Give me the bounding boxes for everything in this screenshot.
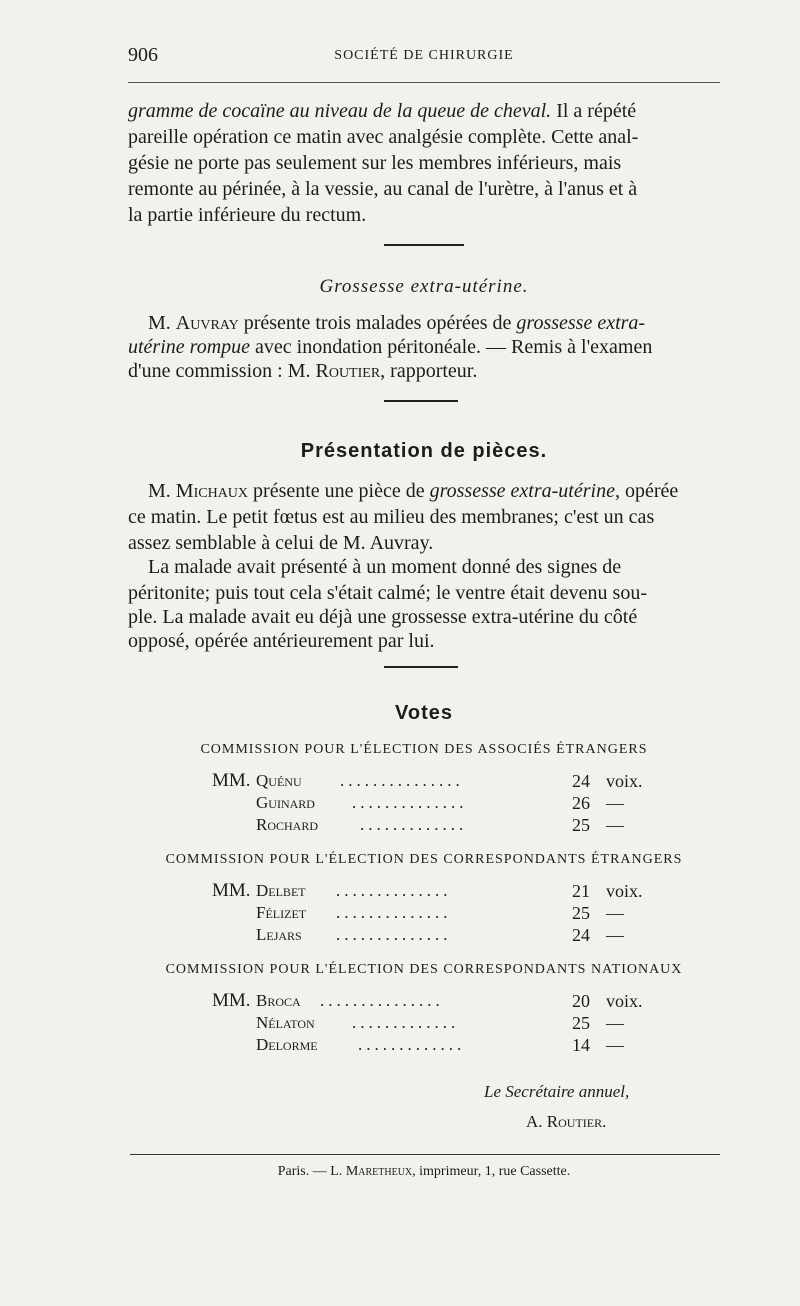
leader-dots: ............. bbox=[358, 1035, 466, 1054]
vote-count: 14 bbox=[572, 1035, 590, 1055]
commission-heading: COMMISSION POUR L'ÉLECTION DES ASSOCIÉS ÉTRANGERS bbox=[200, 742, 648, 757]
vote-count: 25 bbox=[572, 1013, 590, 1033]
mm-label: MM. bbox=[212, 770, 251, 791]
candidate-name: Félizet bbox=[256, 903, 307, 922]
candidate-name: Nélaton bbox=[256, 1013, 315, 1032]
imprint-text: , imprimeur, 1, rue Cassette. bbox=[412, 1164, 571, 1179]
section-title-votes: Votes bbox=[395, 702, 453, 724]
grossesse-text: présente trois malades opérées de bbox=[238, 312, 517, 334]
separator-rule bbox=[384, 400, 458, 402]
vote-count: 25 bbox=[572, 903, 590, 923]
section-title-pieces: Présentation de pièces. bbox=[300, 440, 548, 462]
leader-dots: ............. bbox=[352, 1013, 460, 1032]
vote-count: 25 bbox=[572, 815, 590, 835]
vote-count: 24 bbox=[572, 771, 590, 791]
page-number: 906 bbox=[128, 44, 158, 66]
candidate-name: Delbet bbox=[256, 881, 306, 900]
header-rule bbox=[128, 82, 720, 83]
pieces-p1-line-3: assez semblable à celui de M. Auvray. bbox=[128, 532, 434, 554]
grossesse-italic: utérine rompue bbox=[128, 336, 251, 358]
printer-name: Maretheux bbox=[345, 1164, 413, 1179]
journal-title: SOCIÉTÉ DE CHIRURGIE bbox=[334, 48, 514, 63]
vote-count: 20 bbox=[572, 991, 590, 1011]
signature-role: Le Secrétaire annuel, bbox=[484, 1082, 630, 1101]
grossesse-text: M. bbox=[148, 312, 176, 334]
vote-row bbox=[212, 902, 652, 924]
pieces-p1-line-1 bbox=[128, 478, 720, 504]
vote-unit: — bbox=[606, 1013, 624, 1033]
grossesse-italic: grossesse extra- bbox=[516, 312, 646, 334]
vote-count: 26 bbox=[572, 793, 590, 813]
candidate-name: Delorme bbox=[256, 1035, 318, 1054]
vote-unit: — bbox=[606, 1035, 624, 1055]
vote-row bbox=[212, 1012, 652, 1034]
signature-initial: A. bbox=[526, 1112, 547, 1131]
printer-imprint bbox=[128, 1164, 720, 1180]
signature-name bbox=[526, 1112, 606, 1132]
vote-row bbox=[212, 792, 652, 814]
intro-line-5: la partie inférieure du rectum. bbox=[128, 204, 367, 226]
pieces-italic: grossesse extra-utérine bbox=[429, 480, 615, 502]
candidate-name: Quénu bbox=[256, 771, 302, 790]
vote-row bbox=[212, 880, 652, 902]
leader-dots: .............. bbox=[352, 793, 468, 812]
grossesse-line-1 bbox=[128, 310, 720, 336]
pieces-p2-line-1: La malade avait présenté à un moment donné des signes de bbox=[148, 556, 622, 578]
vote-row bbox=[212, 924, 652, 946]
leader-dots: .............. bbox=[336, 925, 452, 944]
grossesse-text: d'une commission : M. bbox=[128, 360, 316, 382]
vote-row bbox=[212, 770, 652, 792]
leader-dots: .............. bbox=[336, 881, 452, 900]
grossesse-text: , rapporteur. bbox=[380, 360, 478, 382]
intro-line-1 bbox=[128, 98, 720, 124]
leader-dots: ............... bbox=[320, 991, 444, 1010]
vote-count: 21 bbox=[572, 881, 590, 901]
author-name: Michaux bbox=[175, 480, 249, 502]
leader-dots: ............... bbox=[340, 771, 464, 790]
separator-rule bbox=[384, 666, 458, 668]
vote-row bbox=[212, 990, 652, 1012]
candidate-name: Rochard bbox=[256, 815, 319, 834]
vote-count: 24 bbox=[572, 925, 590, 945]
running-head bbox=[128, 44, 720, 74]
vote-unit: — bbox=[606, 815, 624, 835]
vote-unit: — bbox=[606, 903, 624, 923]
intro-line-2: pareille opération ce matin avec analgésie complète. Cette anal- bbox=[128, 126, 639, 148]
pieces-text: , opérée bbox=[614, 480, 679, 502]
grossesse-text: avec inondation péritonéale. — Remis à l'examen bbox=[250, 336, 653, 358]
rapporteur-name: Routier bbox=[315, 360, 381, 382]
vote-unit: — bbox=[606, 793, 624, 813]
pieces-p2-line-4: opposé, opérée antérieurement par lui. bbox=[128, 630, 435, 652]
leader-dots: .............. bbox=[336, 903, 452, 922]
imprint-text: Paris. — L. bbox=[277, 1164, 346, 1179]
intro-line-3: gésie ne porte pas seulement sur les membres inférieurs, mais bbox=[128, 152, 622, 174]
intro-italic: gramme de cocaïne au niveau de la queue de cheval. bbox=[128, 100, 552, 122]
mm-label: MM. bbox=[212, 990, 251, 1011]
pieces-p2-line-2: péritonite; puis tout cela s'était calmé; le ventre était devenu sou- bbox=[128, 582, 647, 604]
section-title-grossesse: Grossesse extra-utérine. bbox=[319, 276, 529, 297]
footer-rule bbox=[130, 1154, 720, 1155]
mm-label: MM. bbox=[212, 880, 251, 901]
vote-unit: voix. bbox=[606, 881, 643, 901]
pieces-text: présente une pièce de bbox=[248, 480, 430, 502]
commission-heading: COMMISSION POUR L'ÉLECTION DES CORRESPONDANTS ÉTRANGERS bbox=[165, 852, 683, 867]
separator-rule bbox=[384, 244, 464, 246]
intro-line-1-rest: Il a répété bbox=[551, 100, 637, 122]
pieces-p2-line-3: ple. La malade avait eu déjà une grossesse extra-utérine du côté bbox=[128, 606, 638, 628]
vote-row bbox=[212, 1034, 652, 1056]
candidate-name: Broca bbox=[256, 991, 301, 1010]
pieces-p1-line-2: ce matin. Le petit fœtus est au milieu des membranes; c'est un cas bbox=[128, 506, 655, 528]
vote-unit: voix. bbox=[606, 991, 643, 1011]
vote-unit: — bbox=[606, 925, 624, 945]
commission-heading: COMMISSION POUR L'ÉLECTION DES CORRESPONDANTS NATIONAUX bbox=[165, 962, 683, 977]
grossesse-line-2 bbox=[128, 334, 720, 360]
vote-unit: voix. bbox=[606, 771, 643, 791]
vote-row bbox=[212, 814, 652, 836]
secretary-name: Routier. bbox=[546, 1112, 607, 1131]
pieces-text: M. bbox=[148, 480, 176, 502]
candidate-name: Lejars bbox=[256, 925, 302, 944]
grossesse-line-3 bbox=[128, 358, 720, 384]
candidate-name: Guinard bbox=[256, 793, 315, 812]
leader-dots: ............. bbox=[360, 815, 468, 834]
author-name: Auvray bbox=[175, 312, 239, 334]
intro-line-4: remonte au périnée, à la vessie, au canal de l'urètre, à l'anus et à bbox=[128, 178, 638, 200]
